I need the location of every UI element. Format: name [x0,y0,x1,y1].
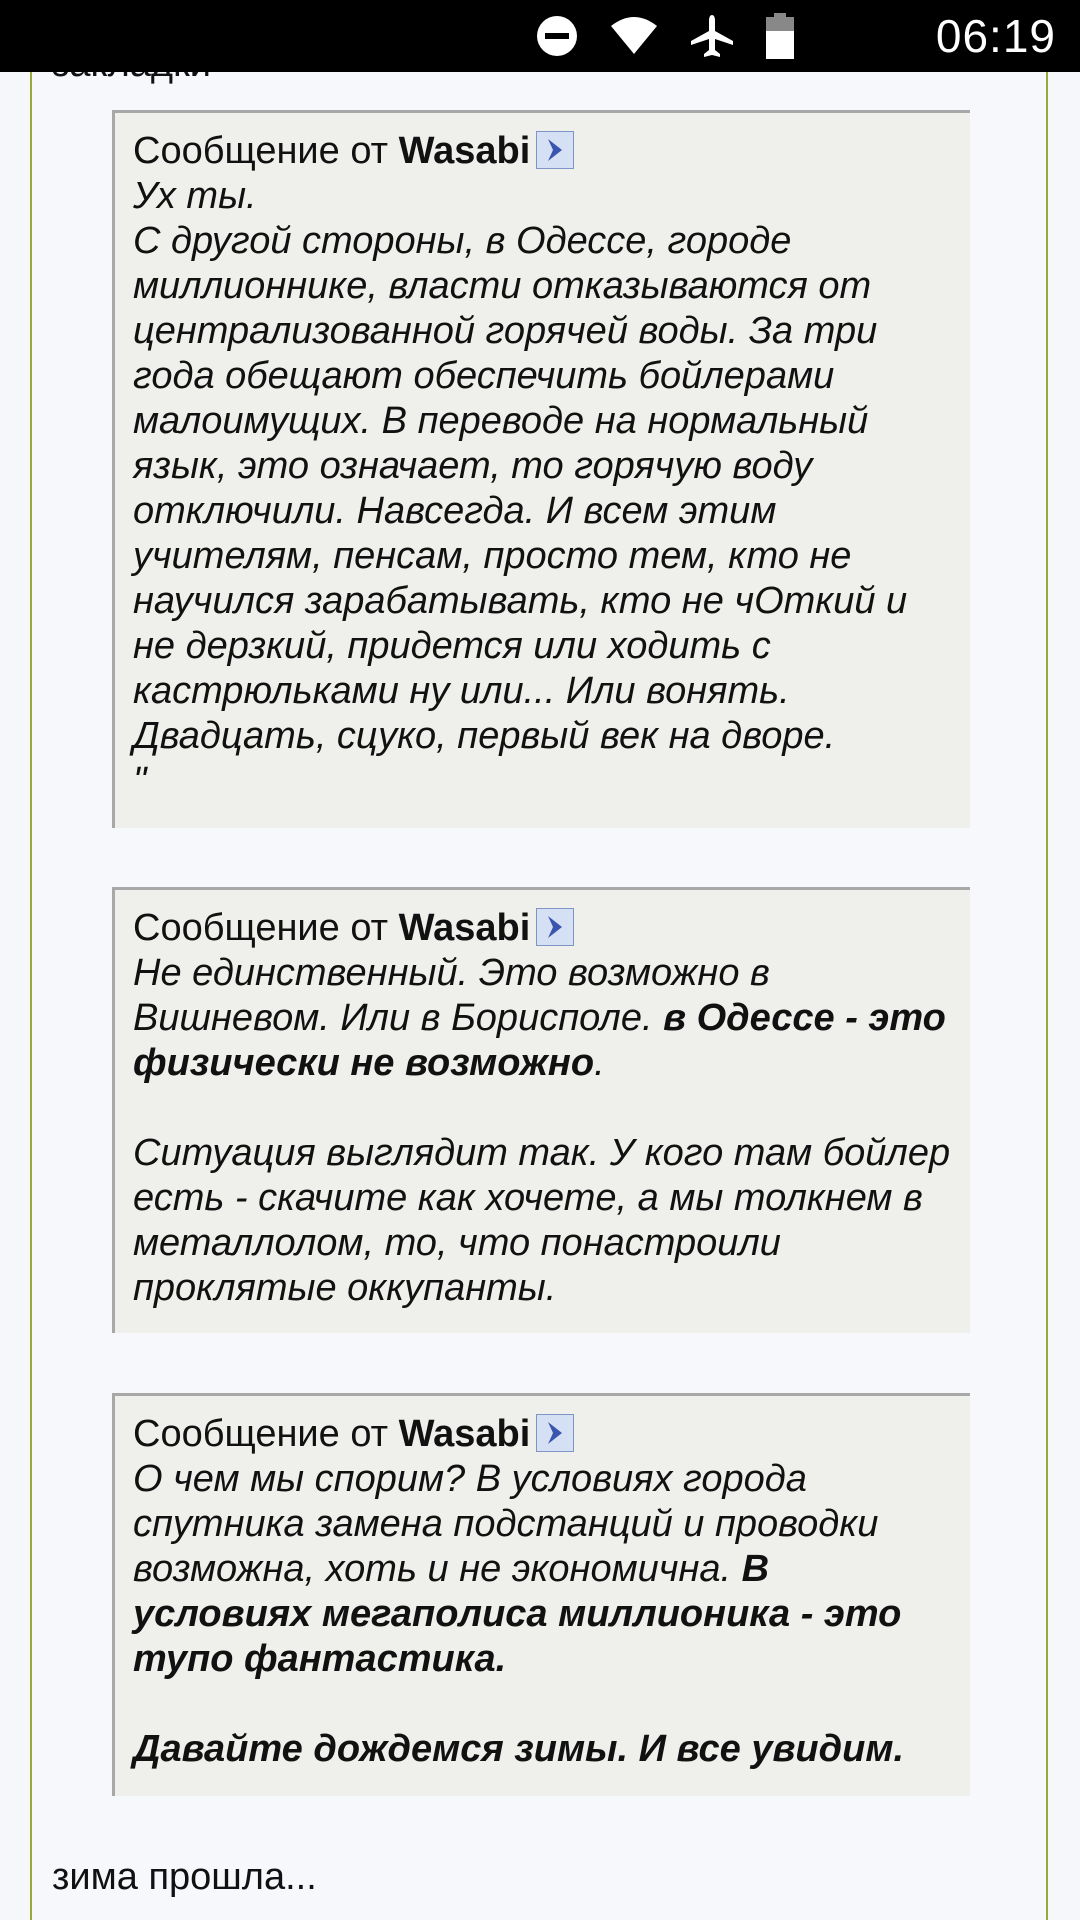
quote-prefix: Сообщение от [133,130,399,172]
status-bar [0,0,1080,72]
status-icons [535,14,795,58]
quote-text-bold: В условиях мегаполиса миллионика - это тупо фантастика. [133,1548,912,1680]
quote-prefix: Сообщение от [133,907,399,949]
quote-text-bold: Давайте дождемся зимы. И все увидим. [133,1728,905,1770]
post-text-bottom: зима прошла... [52,1856,317,1898]
view-post-icon[interactable] [536,131,574,169]
quote-body [133,951,957,1311]
quote-text: Не единственный. Это возможно в Вишневом. Или в Борисполе. [133,952,781,1039]
quote-author[interactable]: Wasabi [398,907,531,949]
airplane-icon [689,13,735,59]
quote-header [133,1412,952,1457]
quote-text-bold: в Одессе - это физически не возможно [133,997,957,1084]
quote-text: О чем мы спорим? В условиях города спутника замена подстанций и проводки возможна, хоть и не экономична. [133,1458,889,1590]
quote-body: Ух ты. С другой стороны, в Одессе, городе миллионнике, власти отказываются от централизованной горячей воды. За три года обещают обеспечить бойлерами малоимущих. В переводе на нормальный язык, это означает, то горячую воду отключили. Навсегда. И всем этим учителям, пенсам, просто тем, кто не научился зарабатывать, кто не чОткий и не дерзкий, придется или ходить с кастрюльками ну или... Или вонять. Двадцать, сцуко, первый век на дворе. " [133,175,908,802]
quote-header [133,906,952,951]
view-post-icon[interactable] [536,908,574,946]
battery-icon [765,13,795,59]
quote-header [133,129,952,174]
quote-author[interactable]: Wasabi [398,1413,531,1455]
quote-block [112,887,970,1333]
quote-text: . Ситуация выглядит так. У кого там бойлер есть - скачите как хочете, а мы толкнем в металлолом, то, что понастроили проклятые оккупанты. [133,1042,951,1309]
forum-post [30,0,1048,1920]
quote-body [133,1457,952,1772]
do-not-disturb-icon [535,14,579,58]
status-clock: 06:19 [935,10,1056,62]
view-post-icon[interactable] [536,1414,574,1452]
quote-prefix: Сообщение от [133,1413,399,1455]
quote-block [112,110,970,828]
quote-author[interactable]: Wasabi [398,130,531,172]
wifi-icon [609,16,659,56]
quote-block [112,1393,970,1796]
